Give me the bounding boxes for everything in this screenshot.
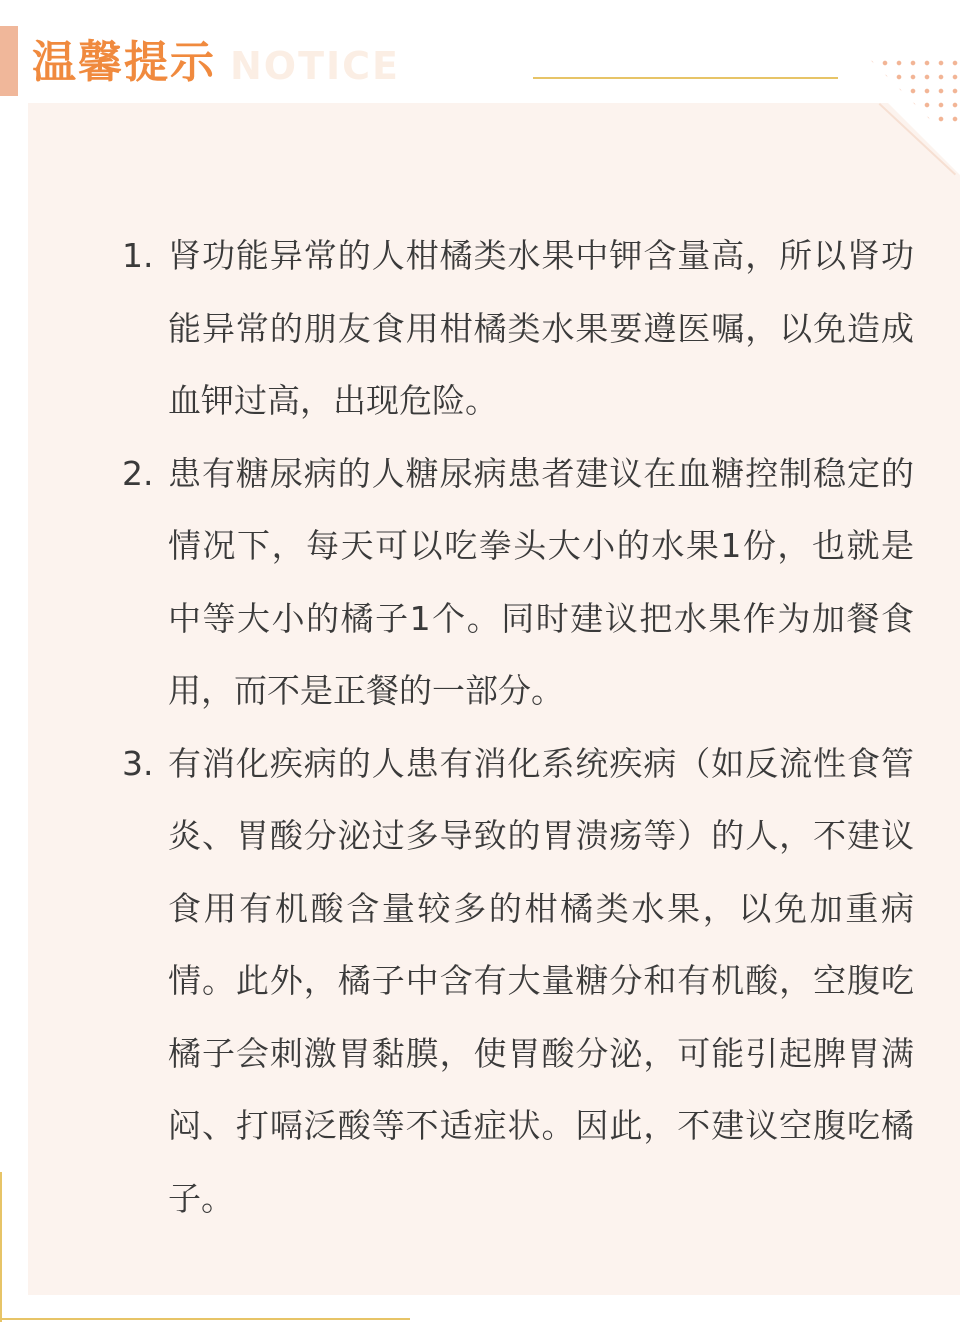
list-item xyxy=(122,438,914,728)
header-divider-line xyxy=(533,77,838,79)
list-item xyxy=(122,728,914,1236)
header xyxy=(32,30,400,90)
notice-watermark: NOTICE xyxy=(230,44,401,88)
list-item-number: 3. xyxy=(122,743,154,783)
list-item-number: 1. xyxy=(122,236,154,275)
list-item-text: 有消化疾病的人患有消化系统疾病（如反流性食管炎、胃酸分泌过多导致的胃溃疡等）的人，不建议食用有机酸含量较多的柑橘类水果，以免加重病情。此外，橘子中含有大量糖分和有机酸，空腹吃橘子会刺激胃黏膜，使胃酸分泌，可能引起脾胃满闷、打嗝泛酸等不适症状。因此，不建议空腹吃橘子。 xyxy=(168,743,914,1218)
list-item xyxy=(122,220,914,438)
list-item-text: 患有糖尿病的人糖尿病患者建议在血糖控制稳定的情况下，每天可以吃拳头大小的水果1份，也就是中等大小的橘子1个。同时建议把水果作为加餐食用，而不是正餐的一部分。 xyxy=(168,453,914,710)
corner-line-horizontal xyxy=(0,1318,410,1320)
list-item-number: 2. xyxy=(122,453,154,493)
title-accent-bar xyxy=(0,26,18,96)
corner-line-vertical xyxy=(0,1172,2,1322)
list-item-text: 肾功能异常的人柑橘类水果中钾含量高，所以肾功能异常的朋友食用柑橘类水果要遵医嘱，以免造成血钾过高，出现危险。 xyxy=(168,236,914,420)
tips-list xyxy=(122,220,914,1235)
page-title: 温馨提示 xyxy=(32,37,216,88)
